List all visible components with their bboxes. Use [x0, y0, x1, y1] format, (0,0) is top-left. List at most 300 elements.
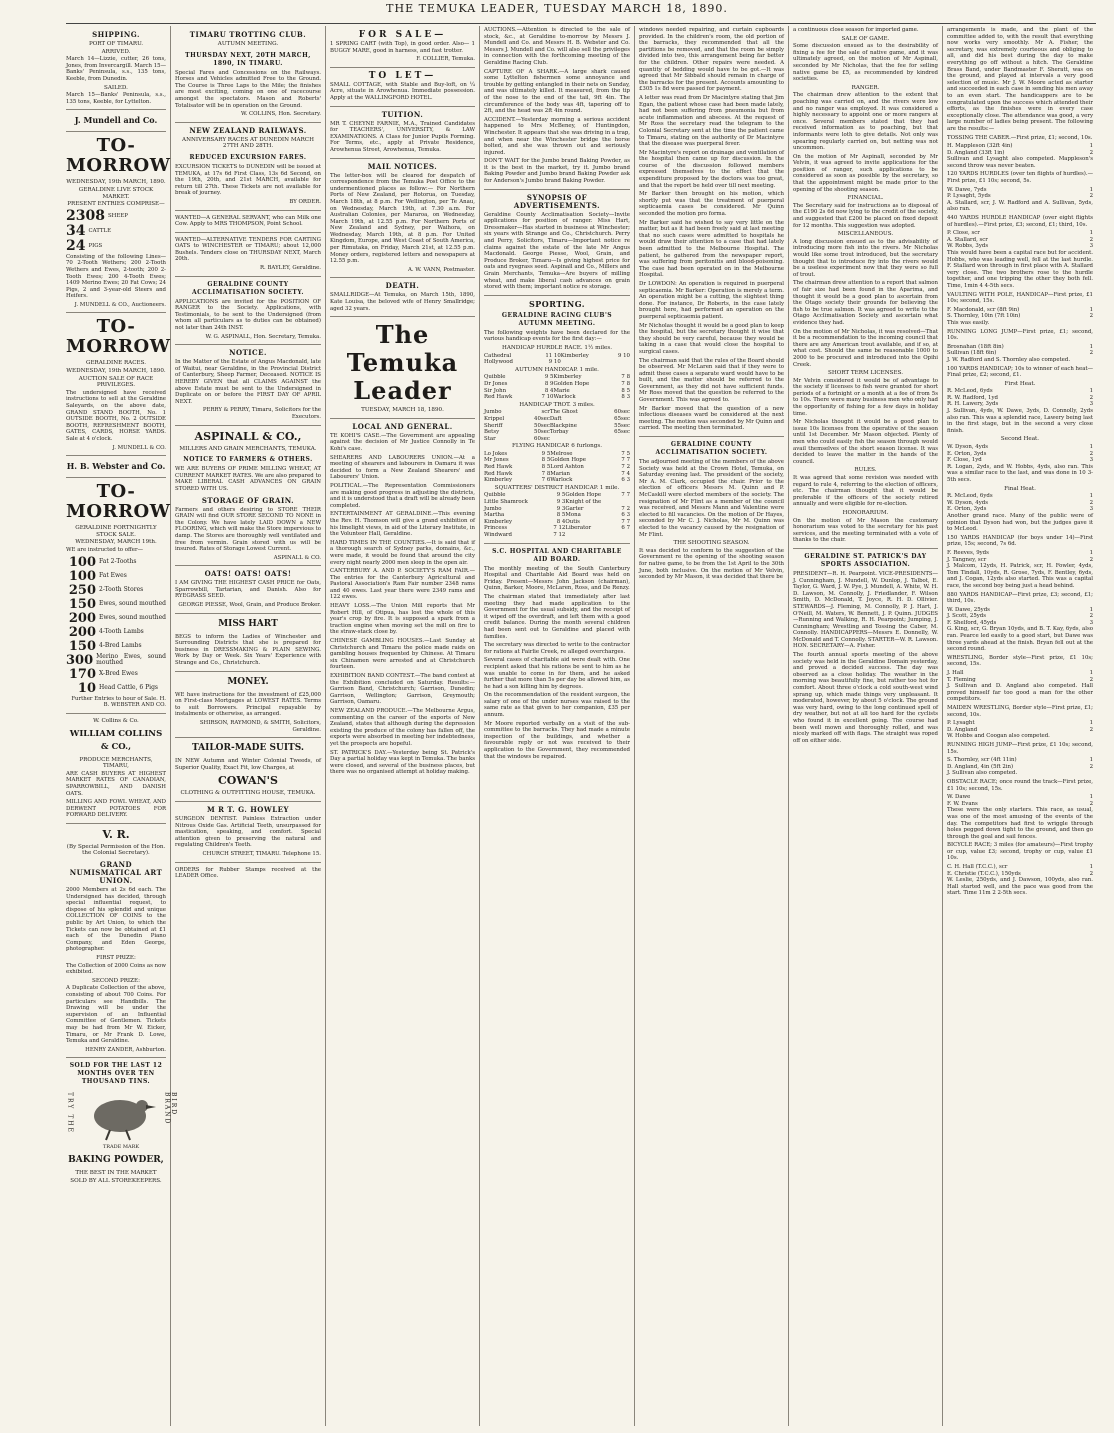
competitor: Sullivan (18ft 6in) — [947, 350, 997, 357]
trademark-text: TRADE MARK — [102, 1143, 140, 1150]
masthead-rule — [66, 23, 1096, 24]
result-row — [947, 557, 1093, 564]
lot-description: 4-Tooth Lambs — [99, 627, 144, 635]
placing: 1 — [1089, 143, 1093, 150]
rules-heading: RULES. — [854, 467, 877, 474]
competitor: H. Mappleson (32ft 4in) — [947, 143, 1013, 150]
weights-row — [484, 388, 630, 395]
event-heading: 150 YARDS HANDICAP (for boys under 14)—First prize, 15s; second, 7s 6d. — [947, 534, 1093, 548]
placing: 2 — [1089, 499, 1093, 506]
horse-weight: scr — [541, 409, 550, 416]
event-heading: VAULTING WITH POLE, HANDICAP—First prize, £1 10s; second, 15s. — [947, 291, 1093, 305]
acclimatisation-body: APPLICATIONS are invited for the POSITION OF RANGER to the Society. Applications, with Testimonials, to be sent to the Undersigned (from whom all particulars as to duties can be obtained) not later than 24th INST. — [175, 298, 321, 332]
event-heading: WRESTLING, Border style—First prize, £1 10s; second, 15s. — [947, 654, 1093, 668]
sale-of-game-heading: SALE OF GAME. — [841, 35, 890, 42]
horse-weight: 7 12 — [553, 532, 566, 538]
competitor: W. Dawe, 7yds — [947, 186, 987, 193]
column-6 — [793, 27, 938, 1427]
horse-weight: 8 5 — [541, 457, 551, 464]
hurdle-heading: HANDICAP HURDLE RACE. 1½ miles. — [501, 344, 612, 351]
death-heading: DEATH. — [385, 281, 420, 291]
races-intro: The following weights have been declared for the various handicap events for the first day:— — [484, 329, 630, 343]
horse-name: Blackpine — [549, 422, 577, 429]
horse-weight: 7 2 — [621, 464, 630, 471]
column-1 — [66, 27, 177, 1427]
storage-body: Farmers and others desiring to STORE THEIR GRAIN will find OUR STORE SECOND TO NONE in the Colony. We have lately LAID DOWN a NEW FLOORING, which will make the Store impervious to damp. The Stores are thoroughly well ventilated and free from vermin. Grain stored with us will be insured. Rates of Storage Lowest Current. — [175, 506, 321, 553]
miscellaneous-body-2: The chairman drew attention to a report that salmon of fair size had been found in the Aparima, and thought it would be a good plan to ascertain from the Otago society their grounds for believing the fish to be true salmon. It was agreed to write to the Otago Acclimatisation Society and ascertain what evidence they had. — [793, 280, 938, 326]
placing: 1 — [1089, 670, 1093, 677]
to-let-body: SMALL COTTAGE, with Stable and Buy-loft, on ¼ Acre, situate in Arowhenua. Immediate possession. Apply at the WALLINGFORD HOTEL. — [330, 81, 475, 101]
result-row — [947, 506, 1093, 513]
tomorrow-subtitle: GERALDINE LIVE STOCK MARKET. — [78, 186, 154, 200]
placing: 3 — [1089, 243, 1093, 250]
horse-name: Quibble — [484, 374, 506, 381]
result-table — [947, 230, 1093, 250]
event-note: Sullivan and Lysaght also competed. Mappleson's second throw was never beaten. — [947, 156, 1093, 169]
competitor: E. Christie (T.C.C.), 150yds — [947, 870, 1021, 877]
result-table — [947, 794, 1093, 807]
horse-weight: 65sec — [614, 429, 630, 436]
result-row — [947, 500, 1093, 507]
railways-subtitle: ANNIVERSARY RACES AT DUNEDIN MARCH 27TH AND 28TH. — [182, 136, 314, 150]
lot-description: Ewes, sound mouthed — [99, 613, 166, 621]
weights-row — [484, 532, 630, 539]
result-table — [947, 493, 1093, 513]
trot-table — [484, 409, 630, 442]
collins-subtitle: PRODUCE MERCHANTS, TIMARU, — [79, 756, 153, 770]
lot-row — [66, 626, 166, 639]
placing: 1 — [1089, 720, 1093, 727]
placing: 2 — [1089, 193, 1093, 200]
hart-heading: MISS HART — [218, 618, 278, 629]
placing: 2 — [1089, 870, 1093, 877]
weights-row — [484, 499, 630, 506]
stock-subtitle: GERALDINE FORTNIGHTLY STOCK SALE. — [75, 525, 157, 538]
horse-weight: 8 4 — [556, 518, 566, 525]
mail-heading: MAIL NOTICES. — [367, 161, 438, 171]
horse-name: Kimberley — [484, 477, 513, 484]
trotting-date: THURSDAY NEXT, 20TH MARCH, 1890, IN TIMARU. — [185, 51, 311, 67]
ranger-body: The chairman drew attention to the extent that poaching was carried on, and the rivers were low and no ranger was employed. It was considered a highly necessary to appoint one or more rangers at once. Several members stated that they had received information as to poaching, but that informants were loth to give details. Not only was spearing regularly carried on, but netting was not uncommon. — [793, 92, 938, 152]
horse-weight: 7 8 — [541, 470, 551, 477]
try-the-text: TRY THE — [66, 1092, 74, 1135]
result-row — [947, 395, 1093, 402]
report-para: a continuous close season for imported game. — [793, 27, 919, 33]
column-5 — [639, 27, 784, 1427]
competitor: C. H. Hall (T.C.C.), scr — [947, 864, 1008, 871]
railways-heading: NEW ZEALAND RAILWAYS. — [189, 125, 307, 135]
trotting-body: Special Fares and Concessions on the Railways. Horses and Vehicles admitted Free to the Ground. The Course is Three Laps to the Mile; the finishes are most exciting, coming on one of racecourse amongst the spectators. Mason and Roberts' Totalisator will be in operation on the Ground. — [175, 69, 321, 109]
oats-body: I AM GIVING THE HIGHEST CASH PRICE for Oats, Sparrowbill, Tartarian, and Danish. Also for RYEGRASS SEED. — [175, 580, 321, 600]
wanted-tenders: WANTED—ALTERNATIVE TENDERS FOR CARTING OATS to WINCHESTER or TIMARU; about 12,000 Bushels. Tenders close on THURSDAY NEXT, March 20th. — [175, 236, 321, 263]
report-para: The secretary was directed to write to the contractor for rations at Fairlie Creek, re alleged overcharges. — [484, 642, 630, 655]
news-item: HARD TIMES IN THE COUNTIES.—It is said that if a thorough search of Sydney parks, domains, &c., were made, it would be found that around the city every night nearly 2000 men sleep in the open air. — [330, 539, 475, 566]
placing: 3 — [1089, 401, 1093, 408]
placing: 2 — [1089, 149, 1093, 156]
weights-row — [484, 525, 630, 532]
event-note: J. Sullivan, 4yds, W. Dawe, 3yds, D. Connolly, 2yds also ran. This was a splendid race, Lawery being last in the first stage, but in the second a very close finish. — [947, 408, 1093, 434]
lot-count: 300 — [66, 652, 94, 668]
lot-row — [66, 682, 166, 695]
event-note: J. Malcom, 12yds, H. Patrick, scr, H. Fowler, 4yds, Tom Tindall, 10yds, R. Grose, 7yds, F. Bentley, 6yds, and J. Cogan, 12yds also started. This was a capital race, the second boy being just a head behind. — [947, 563, 1093, 589]
oats-heading: OATS! OATS! OATS! — [204, 569, 292, 579]
result-row — [947, 550, 1093, 557]
horse-weight: 65sec — [614, 415, 630, 422]
placing: 1 — [1089, 230, 1093, 237]
event-note: Another grand race. Many of the public were of opinion that Dyson had won, but the judges gave it to McLeod. — [947, 512, 1093, 533]
rules-body: It was agreed that some revision was needed with regard to rule 4, referring to the election of officers, etc. The chairman thought that it would be preferable if the officers of the society retired annually and were eligible for re-election. — [793, 475, 938, 508]
weights-row — [484, 353, 630, 360]
hurdle-table — [484, 353, 630, 366]
lot-row: 2308 SHEEP — [66, 207, 128, 224]
placing: 3 — [1089, 506, 1093, 513]
competitor: P. Lysaght — [947, 720, 975, 727]
result-row — [947, 444, 1093, 451]
competitor: J. Tangney, scr — [947, 556, 987, 563]
hart-body: BEGS to inform the Ladies of Winchester and Surrounding Districts that she is prepared for business in DRESSMAKING & PLAIN SEWING. Work by Day or Week. Six Years' Experience with Strange and Co., Christchurch. — [175, 633, 321, 667]
collins-heading: WILLIAM COLLINS & CO., — [69, 728, 163, 752]
competitor: P. Close, scr — [947, 230, 980, 237]
miscellaneous-body: A long discussion ensued as to the advisability of introducing more fish into the rivers. Mr Nicholas would like some trout introduced, but the secretary thought that to introduce fry into the rivers would be a useless experiment now that they were so full of trout. — [793, 238, 938, 278]
weights-row — [484, 464, 630, 471]
weights-row — [484, 457, 630, 464]
flying-heading: FLYING HANDICAP. 6 furlongs. — [512, 443, 602, 450]
lot-row — [66, 612, 166, 625]
placing: 1 — [1089, 864, 1093, 871]
storage-heading: STORAGE OF GRAIN. — [201, 495, 295, 505]
competitor: R. McLeod, 6yds — [947, 388, 993, 395]
acclimatisation-report-heading: GERALDINE COUNTY ACCLIMATISATION SOCIETY. — [655, 441, 768, 457]
competitor: D. Angland — [947, 726, 978, 733]
placing: 3 — [1089, 619, 1093, 626]
event-heading: MAIDEN WRESTLING, Border style—First prize, £1; second, 10s. — [947, 705, 1093, 718]
news-item: CHINESE GAMBLING HOUSES.—Last Sunday at Christchurch and Timaru the police made raids on gambling houses frequented by Chinese. At Timaru six Chinamen were arrested and at Christchurch fourteen. — [330, 638, 475, 671]
lot-count: 250 — [68, 582, 96, 598]
weights-row — [484, 471, 630, 478]
trot-heading: HANDICAP TROT. 3 miles. — [519, 401, 595, 408]
horse-name: Star — [484, 435, 496, 442]
aspinall-body: WE ARE BUYERS OF PRIME MILLING WHEAT, AT CURRENT MARKET RATES. We are also prepared to MAKE LIBERAL CASH ADVANCES ON GRAIN STORED WITH US. — [175, 466, 321, 492]
horse-name: Golden Hope — [565, 492, 602, 499]
shooting-body: It was decided to conform to the suggestion of the Government re the opening of the shooting season for native game, to be from the 1st April to the 30th June, both inclusive. On the motion of Mr Velvin, seconded by Mr Mason, it was decided that there be — [639, 547, 784, 581]
short-term-body-2: Mr Nicholas thought it would be a good plan to issue 10s licenses from the operative of the season until 1st December. Mr Mason objected. Plenty of men who could easily fish the season through would avail themselves of the short season license. It was decided to leave the matter in the hands of the council. — [793, 419, 938, 465]
miscellaneous-heading: MISCELLANEOUS. — [837, 231, 894, 238]
stock-intro: WE are instructed to offer— — [66, 546, 143, 553]
signature: J. MUNDELL & CO., Auctioneers. — [74, 301, 166, 308]
lot-description: Fat Ewes — [99, 571, 127, 579]
competitor: R. H. Lawery, 3yds — [947, 401, 999, 408]
result-row — [947, 757, 1093, 764]
news-item: ST. PATRICK'S DAY.—Yesterday being St. Patrick's Day a partial holiday was kept in Temuka. The banks were closed, and several of the business places, but there was no organised attempt at holiday making. — [330, 749, 475, 776]
horse-weight: 55sec — [614, 422, 630, 429]
tomorrow-date: WEDNESDAY, 19th MARCH, 1890. — [66, 179, 166, 186]
lot-count: 10 — [77, 680, 96, 696]
horse-name: Quibble — [484, 492, 506, 499]
news-item: EXHIBITION BAND CONTEST.—The band contest at the Exhibition concluded on Saturday. Results:—Garrison Band, Christchurch; Garrison, Dunedin; Garrison, Wellington; Garrison, Greymouth; Garrison, Oamaru. — [330, 673, 475, 706]
baking-sold-heading: SOLD FOR THE LAST 12 MONTHS OVER TEN THOUSAND TINS. — [69, 1062, 163, 1086]
horse-name: Little Shamrock — [484, 499, 528, 506]
event-heading: 880 YARDS HANDICAP—First prize, £3; second, £1; third, 10s. — [947, 591, 1093, 605]
news-item: NEW ZEALAND PRODUCE.—The Melbourne Argus, commenting on the career of the exports of New Zealand, states that although during the depression existing the produce of the colony has fallen off, the exports were absorbed in meeting her indebtedness, yet the prospects are hopeful. — [330, 707, 475, 747]
horse-weight: 7 10 — [541, 394, 554, 401]
horse-weight: 9 3 — [556, 499, 566, 506]
tomorrow-heading: TO-MORROW — [66, 135, 171, 177]
horse-weight: 8 5 — [541, 464, 551, 471]
placing: 2 — [1089, 676, 1093, 683]
horse-weight: 50sec — [534, 429, 550, 436]
result-row — [947, 237, 1093, 244]
rubber-stamps: ORDERS for Rubber Stamps received at the LEADER Office. — [175, 866, 321, 880]
placing: 2 — [1089, 763, 1093, 770]
horse-name: Red Hawk — [484, 394, 513, 401]
result-row — [947, 493, 1093, 500]
placing: 2 — [1089, 556, 1093, 563]
result-row — [947, 620, 1093, 627]
wanted-servant: WANTED—A GENERAL SERVANT, who can Milk one Cow. Apply to MRS THOMPSON, Point School. — [175, 214, 321, 228]
placing: 2 — [1089, 450, 1093, 457]
honorarium-heading: HONORARIUM. — [842, 509, 889, 516]
event-heading: RUNNING HIGH JUMP—First prize, £1 10s; second, 15s. — [947, 741, 1093, 755]
horse-weight: 7 7 — [621, 492, 630, 499]
horse-name: Golden Hope — [553, 380, 590, 387]
art-union-body: 2000 Members at 2s 6d each. The Undersigned has decided, through special influential request, to dispose of his splendid and unique COLLECTION OF COINS to the public by Art Union, to which the Tickets can now be obtained at £1 each of the Dunedin Piano Company, and Eden George, photographer. — [66, 887, 166, 953]
horse-weight: 40sec — [534, 415, 550, 422]
result-row — [947, 350, 1093, 357]
heat-heading: Second Heat. — [1000, 436, 1040, 443]
signature: A. W. VANN, Postmaster. — [407, 266, 475, 273]
lot-count: 150 — [68, 638, 96, 654]
horse-name: Daft — [549, 415, 562, 422]
for-sale-heading: FOR SALE— — [358, 30, 447, 40]
horse-weight: 8 5 — [556, 512, 566, 519]
tomorrow-heading: TO-MORROW — [66, 481, 171, 523]
horse-name: The Ghost — [549, 409, 578, 416]
horse-name: Red Hawk — [484, 470, 513, 477]
stock-date: WEDNESDAY, MARCH 19th. — [75, 539, 157, 546]
placing: 2 — [1089, 394, 1093, 401]
money-heading: MONEY. — [227, 676, 269, 687]
report-para: A letter was read from Dr Macintyre stating that Jim Egan, the patient whose case had been made lately, had not been suffering from pneumonia but from acute inflammation and abscess. At the request of Mr Ross the secretary read the telegram to the Colonial Secretary sent at the time the patient came to Timaru, stating on the authority of Dr Macintyre that the disease was puerperal fever. — [639, 94, 784, 148]
horse-weight — [609, 359, 630, 366]
event-note: W. Hobbs and Coogan also competed. — [947, 733, 1050, 740]
result-row — [947, 727, 1093, 734]
trotting-subtitle: AUTUMN MEETING. — [217, 41, 279, 47]
lot-description: Merino Ewes, sound mouthed — [96, 652, 166, 667]
trotting-heading: TIMARU TROTTING CLUB. — [189, 30, 307, 39]
event-heading: BICYCLE RACE; 3 miles (for amateurs)—First trophy or cup, value £3; second, trophy or cup, value £1 10s. — [947, 842, 1093, 862]
lot-description: Fat 2-Tooths — [99, 557, 137, 565]
horse-weight: 8 4 — [544, 387, 554, 394]
lot-row — [66, 654, 166, 667]
synopsis-body: Geraldine County Acclimatisation Society—Invite applications for position of ranger. Miss Hart, Dressmaker—Has started in business at Winchester; six years with Strange and Co., Christchurch. Perry and Perry, Solicitors, Timaru—Important notice re claims against the estate of the late Mr Angus Macdonald. George Piesse, Wool, Grain, and Produce Broker, Timaru—Is giving highest price for oats and ryegrass seed. Aspinall and Co., Millers and Grain Merchants, Temuka—Are buyers of milling wheat, and make liberal cash advances on grain stored with them; important notice re storage. — [484, 211, 630, 291]
signature: R. BAYLEY, Geraldine. — [259, 265, 321, 272]
aspinall-heading: ASPINALL & CO., — [194, 429, 302, 443]
horse-name: Kimberley — [553, 374, 582, 381]
placing: 1 — [1089, 549, 1093, 556]
result-row — [947, 193, 1093, 200]
weights-row — [484, 374, 630, 381]
lot-description: X-Bred Ewes — [99, 669, 138, 677]
horse-name: Princess — [484, 525, 508, 532]
signature: PERRY & PERRY, Timaru, Solicitors for the Executors. — [202, 407, 321, 420]
second-prize-heading: SECOND PRIZE: — [92, 977, 140, 984]
lot-row — [66, 584, 166, 597]
horse-weight: 60sec — [614, 409, 630, 416]
horse-weight: 7 7 — [621, 518, 630, 525]
competitor: W. Dawe, 25yds — [947, 606, 990, 613]
event-heading: 120 YARDS HURDLES (over ten flights of hurdles).—First prize, £1 10s; second, 5s. — [947, 171, 1093, 185]
placing: 2 — [1089, 313, 1093, 320]
ranger-heading: RANGER. — [851, 84, 880, 91]
report-para: Mr Nicholas thought it would be a good plan to keep the hospital, but the secretary thought it wise that they should be very careful, because they would be taking in a case that would close the hospital to surgical cases. — [639, 322, 784, 355]
competitor: F. Close, 1yd — [947, 457, 982, 464]
vr-subtitle: (By Special Permission of the Hon. the Colonial Secretary). — [66, 843, 166, 857]
result-row — [947, 871, 1093, 878]
tomorrow-heading: TO-MORROW — [66, 316, 171, 358]
competitor: Brosnahan (18ft 8in) — [947, 343, 1004, 350]
horse-weight: 6 3 — [621, 512, 630, 519]
column-2 — [175, 27, 321, 1427]
report-para: Mr Barker then brought on his motion, which shortly put was that the treatment of puerperal septicaemia cases be considered. Mr Quinn seconded the motion pro forma. — [639, 191, 784, 218]
competitor: P. Lysaght, 5yds — [947, 193, 991, 200]
horse-name: Sheriff — [484, 422, 503, 429]
result-row — [947, 764, 1093, 771]
placing: 2 — [1089, 800, 1093, 807]
weights-row — [484, 381, 630, 388]
event-note: A. Stallard, scr, J. W. Radford and A. Sullivan, 5yds, also ran. — [947, 199, 1093, 213]
first-prize-body: The Collection of 2000 Coins as now exhibited. — [66, 962, 166, 976]
signature: W. COLLINS, Hon. Secretary. — [240, 111, 321, 118]
horse-name: Golden Hope — [550, 457, 586, 464]
placing: 1 — [1089, 343, 1093, 350]
horse-weight: 9 5 — [556, 492, 566, 499]
horse-weight — [617, 532, 630, 539]
horse-name: Betsy — [484, 429, 500, 436]
horse-name: Mona — [565, 512, 581, 519]
tuition-heading: TUITION. — [381, 109, 424, 119]
competitor: A. Stallard, scr — [947, 236, 988, 243]
horse-name: Cathedral — [484, 352, 512, 359]
sale-of-game-body: Some discussion ensued as to the desirability of fixing a fee for the sale of native game, and it was ultimately agreed, on the motion of Mr Aspinall, seconded by Mr Nicholas, that the fee for selling native game be £5, as recommended by kindred societies. — [793, 43, 938, 83]
weights-row — [484, 423, 630, 430]
bird-icon — [80, 1092, 160, 1144]
event-note: These were the only starters. This race, as usual, was one of the most amusing of the events of the day. The competitors had first to wriggle through holes pegged down tight to the ground, and then go through the goal and sail fences. — [947, 807, 1093, 840]
signature: GEORGE PIESSE, Wool, Grain, and Produce Broker. — [178, 602, 321, 609]
placing: 1 — [1089, 186, 1093, 193]
railways-body: EXCURSION TICKETS to DUNEDIN will be issued at TEMUKA, at 17s 6d First Class, 13s 6d Second, on the 19th, 20th, and 21st MARCH, available for return till 27th. These Tickets are not available for break of journey. — [175, 163, 321, 197]
signature: F. COLLIER, Temuka. — [416, 56, 475, 63]
weights-row — [484, 436, 630, 443]
result-table — [947, 550, 1093, 563]
weights-row — [484, 492, 630, 499]
lot-description: Head Cattle, 6 Pigs — [99, 683, 158, 691]
column-rule — [942, 26, 943, 1426]
horse-name: Warlock — [553, 394, 576, 401]
lot-row — [66, 556, 166, 569]
horse-name: Knight of the — [565, 499, 602, 506]
result-table — [947, 670, 1093, 683]
lot-row — [66, 640, 166, 653]
horse-name: Torbay — [549, 429, 569, 436]
horse-weight: 6 3 — [621, 477, 630, 484]
event-note: G. King, scr, G. Bryan 10yds, and B. T. Kay, 6yds, also ran. Pearce led easily to a good start, but Dawe was three yards ahead at the finish. Bryan fell out at the second round. — [947, 626, 1093, 653]
placing: 1 — [1089, 388, 1093, 395]
placing: 1 — [1089, 794, 1093, 801]
local-general-heading: LOCAL AND GENERAL. — [352, 421, 453, 431]
competitor: R. McLeod, 6yds — [947, 493, 993, 500]
result-table — [947, 388, 1093, 408]
horse-weight: 7 8 — [621, 374, 630, 381]
competitor: F. Macdonald, scr (8ft 9in) — [947, 306, 1020, 313]
result-row — [947, 794, 1093, 801]
horse-weight: 9 5 — [544, 374, 554, 381]
lot-row: 34 CATTLE — [66, 222, 112, 239]
result-table — [947, 720, 1093, 733]
horse-name: Jumbo — [484, 505, 502, 512]
news-item: CAPTURE OF A SHARK.—A large shark caused some Lyttelton fishermen some annoyance and trouble by getting entangled in their nets on Sunday, and was ultimately killed. It measured, from the tip of the nose to the end of the tail, 9ft 4in. The circumference of the body was 4ft, tapering off to 2ft, and the head was 2ft 4in round. — [484, 68, 630, 115]
column-rule — [479, 26, 480, 1426]
signature: W. G. ASPINALL, Hon. Secretary, Temuka. — [205, 333, 321, 340]
lot-count: 100 — [68, 554, 96, 570]
miscellaneous-body-3: On the motion of Mr Nicholas, it was resolved—That it be a recommendation to the incoming council that there are any American trout available, and if so, at what cost. Should the same be reasonable 1000 to 2000 to be procured and introduced into the Opihi Creek. — [793, 328, 938, 368]
weights-row — [484, 512, 630, 519]
financial-body: The Secretary said for instructions as to disposal of the £190 2s 6d now lying to the credit of the society, and suggested that £200 be placed on fixed deposit for 12 months. This suggestion was adopted. — [793, 202, 938, 229]
result-row — [947, 230, 1093, 237]
horse-weight — [601, 436, 630, 443]
sailed-heading: SAILED. — [104, 84, 128, 91]
weights-row — [484, 409, 630, 416]
for-sale-body: 1 SPRING CART (with Top), in good order. Also— 1 BUGGY MARE, good in harness, and fast trotter. — [330, 41, 475, 54]
result-row — [947, 801, 1093, 808]
weights-row — [484, 506, 630, 513]
horse-name: Kimberley — [560, 352, 589, 359]
lot-row — [66, 668, 166, 681]
event-heading: TOSSING THE CABER.—First prize, £1; second, 10s. — [947, 134, 1093, 141]
tomorrow-entries: PRESENT ENTRIES COMPRISE— — [67, 201, 165, 208]
horse-weight: 7 5 — [621, 450, 630, 457]
result-row — [947, 864, 1093, 871]
best-in-market: THE BEST IN THE MARKET — [75, 1170, 157, 1177]
horse-weight: 9 5 — [541, 450, 551, 457]
firm-mundell: J. Mundell and Co. — [74, 115, 158, 126]
notice-heading: NOTICE. — [229, 348, 267, 358]
news-item: TE KOHI'S CASE.—The Government are appealing against the decision of Mr Justice Connolly in Te Kohi's case. — [330, 432, 475, 452]
lot-count: 150 — [68, 596, 96, 612]
cowan-heading: COWAN'S — [218, 774, 278, 788]
weights-row — [484, 429, 630, 436]
acclimatisation-heading: GERALDINE COUNTY ACCLIMATISATION SOCIETY. — [192, 280, 304, 296]
column-rule — [325, 26, 326, 1426]
lot-description: Ewes, sound mouthed — [99, 599, 166, 607]
ranger-body-2: On the motion of Mr Aspinall, seconded by Mr Velvin, it was agreed to invite applications for the position of ranger, such applications to be considered as soon as possible by the secretary, so that the appointment might be made prior to the opening of the shooting season. — [793, 153, 938, 193]
competitor: T. Fleming — [947, 676, 976, 683]
short-term-body: Mr Velvin considered it would be of advantage to the society if licenses to fish were granted for short periods of a fortnight or a month at a fee of from 5s to 10s. There were many business men who only had the opportunity of fishing for a few days in holiday time. — [793, 377, 938, 417]
art-union-heading: GRAND NUMISMATICAL ART UNION. — [69, 860, 163, 886]
competitor: S. Thornley, scr (4ft 11in) — [947, 757, 1017, 764]
event-note: This would have been a capital race but for accident. Hobbs, who was leading well, fell at the last hurdle. F. Stallard won through in first place with A. Stallard very close. The two brothers rose to the hurdle together, and one tripping the other they both fell. Time, 1min 4 4-5th secs. — [947, 250, 1093, 289]
result-row — [947, 607, 1093, 614]
report-para: arrangements is made, and the plant of the committee added to, with the result that everything now works very smoothly. Mr A. Fisher, the secretary, was extremely courteous and obliging to all, and did his best during the day to make everything go off without a hitch. The Geraldine Brass Band, under Bandmaster F. Sheratt, was on the ground, and played at intervals a very good selection of music. Mr J. W. Moore acted as starter and succeeded in each case in sending his men away to an even start. The handicappers are to be congratulated upon the success which attended their efforts, as the finishes were in every case exceptionally close. The attendance was good, a very large number of ladies being present. The following are the results:— — [947, 27, 1093, 132]
squatters-heading: SQUATTERS' DISTRICT HANDICAP. 1 mile. — [494, 484, 620, 491]
result-row — [947, 401, 1093, 408]
sporting-heading: SPORTING. — [528, 298, 586, 309]
horse-name: Dr Jones — [484, 380, 508, 387]
howley-address: CHURCH STREET, TIMARU. Telephone 15. — [202, 850, 321, 857]
report-para: The chairman stated that immediately after last meeting they had made application to the Government for the usual subsidy, and the receipt of it wiped off the overdraft, and left them with a good credit balance. During the month several children had been sent out to Geraldine and placed with families. — [484, 593, 630, 640]
honorarium-body: On the motion of Mr Mason the customary honorarium was voted to the secretary for his past services, and the meeting terminated with a vote of thanks to the chair. — [793, 517, 938, 544]
lot-count: 200 — [68, 624, 96, 640]
column-rule — [634, 26, 635, 1426]
